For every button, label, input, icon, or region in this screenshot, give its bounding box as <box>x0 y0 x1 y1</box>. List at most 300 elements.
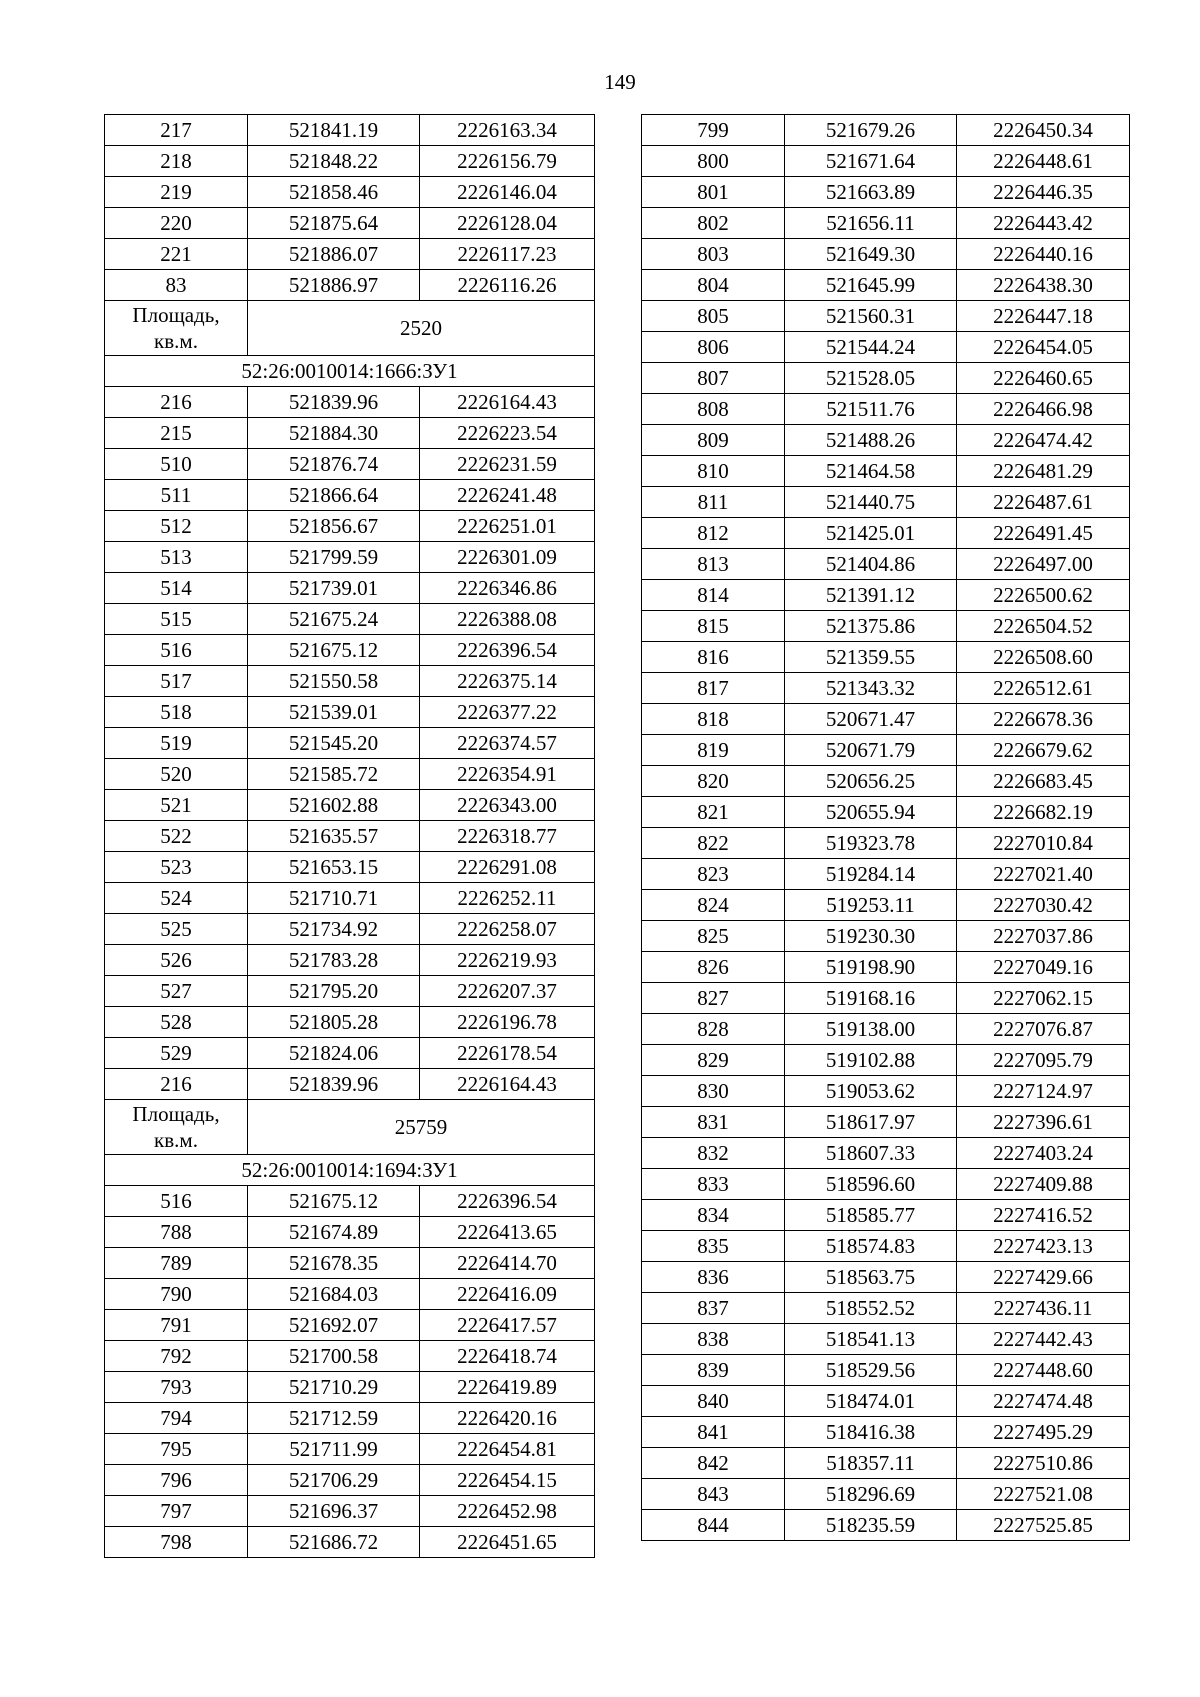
y-coordinate-cell: 2226454.15 <box>420 1465 595 1496</box>
table-row <box>105 759 595 790</box>
point-number-cell: 830 <box>642 1076 785 1107</box>
y-coordinate-cell: 2226354.91 <box>420 759 595 790</box>
point-number-cell: 807 <box>642 363 785 394</box>
x-coordinate-cell: 521700.58 <box>248 1341 420 1372</box>
table-row <box>105 1341 595 1372</box>
table-row <box>642 1262 1130 1293</box>
y-coordinate-cell: 2226446.35 <box>957 177 1130 208</box>
x-coordinate-cell: 521839.96 <box>248 387 420 418</box>
table-row <box>105 635 595 666</box>
x-coordinate-cell: 518617.97 <box>785 1107 957 1138</box>
coordinates-table-right <box>641 114 1130 1541</box>
point-number-cell: 826 <box>642 952 785 983</box>
table-row <box>105 418 595 449</box>
y-coordinate-cell: 2227396.61 <box>957 1107 1130 1138</box>
y-coordinate-cell: 2227049.16 <box>957 952 1130 983</box>
table-row <box>642 146 1130 177</box>
y-coordinate-cell: 2226474.42 <box>957 425 1130 456</box>
table-row <box>105 270 595 301</box>
y-coordinate-cell: 2227429.66 <box>957 1262 1130 1293</box>
table-row <box>642 301 1130 332</box>
x-coordinate-cell: 521653.15 <box>248 852 420 883</box>
table-row <box>105 666 595 697</box>
y-coordinate-cell: 2226258.07 <box>420 914 595 945</box>
table-row <box>642 487 1130 518</box>
y-coordinate-cell: 2227403.24 <box>957 1138 1130 1169</box>
x-coordinate-cell: 518357.11 <box>785 1448 957 1479</box>
x-coordinate-cell: 521686.72 <box>248 1527 420 1558</box>
point-number-cell: 789 <box>105 1248 248 1279</box>
point-number-cell: 825 <box>642 921 785 952</box>
table-row <box>642 1355 1130 1386</box>
point-number-cell: 519 <box>105 728 248 759</box>
point-number-cell: 813 <box>642 549 785 580</box>
x-coordinate-cell: 518607.33 <box>785 1138 957 1169</box>
table-row <box>642 1076 1130 1107</box>
x-coordinate-cell: 521488.26 <box>785 425 957 456</box>
table-row <box>642 177 1130 208</box>
x-coordinate-cell: 521343.32 <box>785 673 957 704</box>
table-row <box>105 945 595 976</box>
point-number-cell: 808 <box>642 394 785 425</box>
table-row <box>105 1496 595 1527</box>
x-coordinate-cell: 521602.88 <box>248 790 420 821</box>
point-number-cell: 791 <box>105 1310 248 1341</box>
table-row <box>642 1479 1130 1510</box>
point-number-cell: 220 <box>105 208 248 239</box>
y-coordinate-cell: 2226346.86 <box>420 573 595 604</box>
x-coordinate-cell: 519138.00 <box>785 1014 957 1045</box>
y-coordinate-cell: 2226512.61 <box>957 673 1130 704</box>
table-row <box>642 1200 1130 1231</box>
y-coordinate-cell: 2226504.52 <box>957 611 1130 642</box>
y-coordinate-cell: 2226396.54 <box>420 1186 595 1217</box>
y-coordinate-cell: 2226164.43 <box>420 387 595 418</box>
table-row <box>105 1465 595 1496</box>
table-row <box>105 115 595 146</box>
point-number-cell: 815 <box>642 611 785 642</box>
table-row <box>105 387 595 418</box>
point-number-cell: 828 <box>642 1014 785 1045</box>
y-coordinate-cell: 2226454.05 <box>957 332 1130 363</box>
area-label-cell: Площадь, кв.м. <box>105 301 248 356</box>
x-coordinate-cell: 520656.25 <box>785 766 957 797</box>
point-number-cell: 816 <box>642 642 785 673</box>
x-coordinate-cell: 521425.01 <box>785 518 957 549</box>
point-number-cell: 801 <box>642 177 785 208</box>
y-coordinate-cell: 2226377.22 <box>420 697 595 728</box>
x-coordinate-cell: 521841.19 <box>248 115 420 146</box>
table-row <box>642 735 1130 766</box>
table-row <box>642 890 1130 921</box>
y-coordinate-cell: 2226301.09 <box>420 542 595 573</box>
point-number-cell: 795 <box>105 1434 248 1465</box>
x-coordinate-cell: 521674.89 <box>248 1217 420 1248</box>
y-coordinate-cell: 2227436.11 <box>957 1293 1130 1324</box>
table-row <box>105 914 595 945</box>
table-row <box>105 1217 595 1248</box>
x-coordinate-cell: 521824.06 <box>248 1038 420 1069</box>
cadastral-number-row <box>105 1155 595 1186</box>
y-coordinate-cell: 2226440.16 <box>957 239 1130 270</box>
x-coordinate-cell: 521550.58 <box>248 666 420 697</box>
x-coordinate-cell: 521712.59 <box>248 1403 420 1434</box>
x-coordinate-cell: 521684.03 <box>248 1279 420 1310</box>
point-number-cell: 510 <box>105 449 248 480</box>
table-row <box>642 983 1130 1014</box>
table-row <box>642 1045 1130 1076</box>
point-number-cell: 840 <box>642 1386 785 1417</box>
table-row <box>105 1069 595 1100</box>
point-number-cell: 524 <box>105 883 248 914</box>
point-number-cell: 217 <box>105 115 248 146</box>
x-coordinate-cell: 518529.56 <box>785 1355 957 1386</box>
table-row <box>105 1248 595 1279</box>
table-row <box>642 580 1130 611</box>
table-row <box>642 859 1130 890</box>
y-coordinate-cell: 2226678.36 <box>957 704 1130 735</box>
y-coordinate-cell: 2226682.19 <box>957 797 1130 828</box>
y-coordinate-cell: 2226251.01 <box>420 511 595 542</box>
point-number-cell: 528 <box>105 1007 248 1038</box>
x-coordinate-cell: 518235.59 <box>785 1510 957 1541</box>
y-coordinate-cell: 2226374.57 <box>420 728 595 759</box>
x-coordinate-cell: 521795.20 <box>248 976 420 1007</box>
table-row <box>642 115 1130 146</box>
table-row <box>642 1293 1130 1324</box>
table-row <box>105 208 595 239</box>
y-coordinate-cell: 2226252.11 <box>420 883 595 914</box>
point-number-cell: 513 <box>105 542 248 573</box>
area-value-cell: 2520 <box>248 301 595 356</box>
y-coordinate-cell: 2227448.60 <box>957 1355 1130 1386</box>
table-row <box>105 1038 595 1069</box>
area-row <box>105 1100 595 1155</box>
table-row <box>105 1310 595 1341</box>
x-coordinate-cell: 520671.79 <box>785 735 957 766</box>
x-coordinate-cell: 518474.01 <box>785 1386 957 1417</box>
y-coordinate-cell: 2227095.79 <box>957 1045 1130 1076</box>
table-row <box>642 549 1130 580</box>
point-number-cell: 834 <box>642 1200 785 1231</box>
y-coordinate-cell: 2226196.78 <box>420 1007 595 1038</box>
x-coordinate-cell: 521663.89 <box>785 177 957 208</box>
table-row <box>642 1014 1130 1045</box>
point-number-cell: 810 <box>642 456 785 487</box>
x-coordinate-cell: 520655.94 <box>785 797 957 828</box>
x-coordinate-cell: 518416.38 <box>785 1417 957 1448</box>
table-row <box>105 728 595 759</box>
point-number-cell: 792 <box>105 1341 248 1372</box>
x-coordinate-cell: 521675.24 <box>248 604 420 635</box>
point-number-cell: 809 <box>642 425 785 456</box>
x-coordinate-cell: 521886.97 <box>248 270 420 301</box>
table-row <box>642 1417 1130 1448</box>
x-coordinate-cell: 521391.12 <box>785 580 957 611</box>
y-coordinate-cell: 2226146.04 <box>420 177 595 208</box>
x-coordinate-cell: 521678.35 <box>248 1248 420 1279</box>
x-coordinate-cell: 521706.29 <box>248 1465 420 1496</box>
y-coordinate-cell: 2226414.70 <box>420 1248 595 1279</box>
y-coordinate-cell: 2226416.09 <box>420 1279 595 1310</box>
y-coordinate-cell: 2227021.40 <box>957 859 1130 890</box>
x-coordinate-cell: 521875.64 <box>248 208 420 239</box>
point-number-cell: 837 <box>642 1293 785 1324</box>
table-row <box>105 1527 595 1558</box>
y-coordinate-cell: 2226163.34 <box>420 115 595 146</box>
table-row <box>642 704 1130 735</box>
point-number-cell: 511 <box>105 480 248 511</box>
x-coordinate-cell: 521675.12 <box>248 635 420 666</box>
point-number-cell: 516 <box>105 635 248 666</box>
y-coordinate-cell: 2227076.87 <box>957 1014 1130 1045</box>
x-coordinate-cell: 519230.30 <box>785 921 957 952</box>
table-row <box>642 270 1130 301</box>
table-row <box>105 976 595 1007</box>
point-number-cell: 800 <box>642 146 785 177</box>
x-coordinate-cell: 519102.88 <box>785 1045 957 1076</box>
table-row <box>105 852 595 883</box>
table-row <box>642 1231 1130 1262</box>
x-coordinate-cell: 521679.26 <box>785 115 957 146</box>
y-coordinate-cell: 2226438.30 <box>957 270 1130 301</box>
y-coordinate-cell: 2226487.61 <box>957 487 1130 518</box>
table-row <box>642 1324 1130 1355</box>
point-number-cell: 817 <box>642 673 785 704</box>
x-coordinate-cell: 521696.37 <box>248 1496 420 1527</box>
point-number-cell: 811 <box>642 487 785 518</box>
table-row <box>642 828 1130 859</box>
x-coordinate-cell: 521528.05 <box>785 363 957 394</box>
point-number-cell: 841 <box>642 1417 785 1448</box>
table-row <box>105 146 595 177</box>
point-number-cell: 798 <box>105 1527 248 1558</box>
point-number-cell: 835 <box>642 1231 785 1262</box>
x-coordinate-cell: 521404.86 <box>785 549 957 580</box>
y-coordinate-cell: 2227423.13 <box>957 1231 1130 1262</box>
table-row <box>642 1386 1130 1417</box>
y-coordinate-cell: 2226500.62 <box>957 580 1130 611</box>
y-coordinate-cell: 2227495.29 <box>957 1417 1130 1448</box>
table-row <box>105 697 595 728</box>
point-number-cell: 516 <box>105 1186 248 1217</box>
point-number-cell: 520 <box>105 759 248 790</box>
y-coordinate-cell: 2226417.57 <box>420 1310 595 1341</box>
point-number-cell: 818 <box>642 704 785 735</box>
table-row <box>105 883 595 914</box>
table-row <box>105 1372 595 1403</box>
point-number-cell: 836 <box>642 1262 785 1293</box>
x-coordinate-cell: 521671.64 <box>785 146 957 177</box>
y-coordinate-cell: 2227010.84 <box>957 828 1130 859</box>
y-coordinate-cell: 2226375.14 <box>420 666 595 697</box>
y-coordinate-cell: 2226117.23 <box>420 239 595 270</box>
x-coordinate-cell: 521783.28 <box>248 945 420 976</box>
y-coordinate-cell: 2226241.48 <box>420 480 595 511</box>
y-coordinate-cell: 2227525.85 <box>957 1510 1130 1541</box>
x-coordinate-cell: 521560.31 <box>785 301 957 332</box>
y-coordinate-cell: 2226481.29 <box>957 456 1130 487</box>
point-number-cell: 820 <box>642 766 785 797</box>
x-coordinate-cell: 521799.59 <box>248 542 420 573</box>
point-number-cell: 804 <box>642 270 785 301</box>
y-coordinate-cell: 2226451.65 <box>420 1527 595 1558</box>
y-coordinate-cell: 2226156.79 <box>420 146 595 177</box>
point-number-cell: 821 <box>642 797 785 828</box>
x-coordinate-cell: 521440.75 <box>785 487 957 518</box>
y-coordinate-cell: 2227062.15 <box>957 983 1130 1014</box>
x-coordinate-cell: 519323.78 <box>785 828 957 859</box>
point-number-cell: 829 <box>642 1045 785 1076</box>
y-coordinate-cell: 2227030.42 <box>957 890 1130 921</box>
y-coordinate-cell: 2226443.42 <box>957 208 1130 239</box>
table-row <box>105 1186 595 1217</box>
table-row <box>105 542 595 573</box>
point-number-cell: 796 <box>105 1465 248 1496</box>
cadastral-number-cell: 52:26:0010014:1694:ЗУ1 <box>105 1155 595 1186</box>
point-number-cell: 803 <box>642 239 785 270</box>
y-coordinate-cell: 2227510.86 <box>957 1448 1130 1479</box>
point-number-cell: 806 <box>642 332 785 363</box>
x-coordinate-cell: 518541.13 <box>785 1324 957 1355</box>
x-coordinate-cell: 519053.62 <box>785 1076 957 1107</box>
x-coordinate-cell: 518585.77 <box>785 1200 957 1231</box>
table-row <box>642 456 1130 487</box>
point-number-cell: 799 <box>642 115 785 146</box>
x-coordinate-cell: 521649.30 <box>785 239 957 270</box>
table-row <box>105 821 595 852</box>
y-coordinate-cell: 2226454.81 <box>420 1434 595 1465</box>
y-coordinate-cell: 2226128.04 <box>420 208 595 239</box>
y-coordinate-cell: 2226460.65 <box>957 363 1130 394</box>
x-coordinate-cell: 521645.99 <box>785 270 957 301</box>
cadastral-number-cell: 52:26:0010014:1666:ЗУ1 <box>105 356 595 387</box>
x-coordinate-cell: 521739.01 <box>248 573 420 604</box>
point-number-cell: 802 <box>642 208 785 239</box>
table-row <box>105 449 595 480</box>
y-coordinate-cell: 2226683.45 <box>957 766 1130 797</box>
x-coordinate-cell: 521545.20 <box>248 728 420 759</box>
table-row <box>105 1434 595 1465</box>
x-coordinate-cell: 521585.72 <box>248 759 420 790</box>
table-row <box>105 573 595 604</box>
x-coordinate-cell: 521675.12 <box>248 1186 420 1217</box>
table-row <box>105 1007 595 1038</box>
cadastral-number-row <box>105 356 595 387</box>
x-coordinate-cell: 521511.76 <box>785 394 957 425</box>
page-number: 149 <box>604 70 636 94</box>
table-row <box>105 1279 595 1310</box>
table-row <box>105 177 595 208</box>
x-coordinate-cell: 521839.96 <box>248 1069 420 1100</box>
y-coordinate-cell: 2226508.60 <box>957 642 1130 673</box>
y-coordinate-cell: 2226450.34 <box>957 115 1130 146</box>
point-number-cell: 525 <box>105 914 248 945</box>
point-number-cell: 83 <box>105 270 248 301</box>
point-number-cell: 793 <box>105 1372 248 1403</box>
y-coordinate-cell: 2226164.43 <box>420 1069 595 1100</box>
x-coordinate-cell: 521375.86 <box>785 611 957 642</box>
point-number-cell: 814 <box>642 580 785 611</box>
table-row <box>642 797 1130 828</box>
point-number-cell: 529 <box>105 1038 248 1069</box>
table-row <box>642 1448 1130 1479</box>
point-number-cell: 794 <box>105 1403 248 1434</box>
table-row <box>105 604 595 635</box>
table-row <box>642 332 1130 363</box>
x-coordinate-cell: 518296.69 <box>785 1479 957 1510</box>
point-number-cell: 844 <box>642 1510 785 1541</box>
x-coordinate-cell: 518552.52 <box>785 1293 957 1324</box>
point-number-cell: 521 <box>105 790 248 821</box>
table-row <box>105 239 595 270</box>
table-row <box>642 952 1130 983</box>
y-coordinate-cell: 2226447.18 <box>957 301 1130 332</box>
x-coordinate-cell: 521858.46 <box>248 177 420 208</box>
y-coordinate-cell: 2227474.48 <box>957 1386 1130 1417</box>
point-number-cell: 788 <box>105 1217 248 1248</box>
point-number-cell: 832 <box>642 1138 785 1169</box>
area-value-cell: 25759 <box>248 1100 595 1155</box>
table-row <box>105 480 595 511</box>
x-coordinate-cell: 518563.75 <box>785 1262 957 1293</box>
x-coordinate-cell: 521544.24 <box>785 332 957 363</box>
point-number-cell: 842 <box>642 1448 785 1479</box>
x-coordinate-cell: 521711.99 <box>248 1434 420 1465</box>
y-coordinate-cell: 2227521.08 <box>957 1479 1130 1510</box>
table-row <box>642 1138 1130 1169</box>
table-row <box>642 239 1130 270</box>
x-coordinate-cell: 521710.71 <box>248 883 420 914</box>
y-coordinate-cell: 2226413.65 <box>420 1217 595 1248</box>
point-number-cell: 523 <box>105 852 248 883</box>
y-coordinate-cell: 2226679.62 <box>957 735 1130 766</box>
point-number-cell: 517 <box>105 666 248 697</box>
x-coordinate-cell: 521539.01 <box>248 697 420 728</box>
y-coordinate-cell: 2226223.54 <box>420 418 595 449</box>
y-coordinate-cell: 2226207.37 <box>420 976 595 1007</box>
x-coordinate-cell: 519168.16 <box>785 983 957 1014</box>
y-coordinate-cell: 2226219.93 <box>420 945 595 976</box>
point-number-cell: 797 <box>105 1496 248 1527</box>
x-coordinate-cell: 521856.67 <box>248 511 420 542</box>
y-coordinate-cell: 2226418.74 <box>420 1341 595 1372</box>
y-coordinate-cell: 2226231.59 <box>420 449 595 480</box>
point-number-cell: 839 <box>642 1355 785 1386</box>
point-number-cell: 822 <box>642 828 785 859</box>
x-coordinate-cell: 521359.55 <box>785 642 957 673</box>
table-row <box>642 518 1130 549</box>
x-coordinate-cell: 521710.29 <box>248 1372 420 1403</box>
table-row <box>642 673 1130 704</box>
x-coordinate-cell: 519284.14 <box>785 859 957 890</box>
point-number-cell: 512 <box>105 511 248 542</box>
point-number-cell: 827 <box>642 983 785 1014</box>
x-coordinate-cell: 518596.60 <box>785 1169 957 1200</box>
y-coordinate-cell: 2227409.88 <box>957 1169 1130 1200</box>
area-row <box>105 301 595 356</box>
y-coordinate-cell: 2226491.45 <box>957 518 1130 549</box>
table-row <box>105 511 595 542</box>
point-number-cell: 218 <box>105 146 248 177</box>
point-number-cell: 823 <box>642 859 785 890</box>
x-coordinate-cell: 519198.90 <box>785 952 957 983</box>
x-coordinate-cell: 521692.07 <box>248 1310 420 1341</box>
point-number-cell: 790 <box>105 1279 248 1310</box>
table-row <box>105 1403 595 1434</box>
y-coordinate-cell: 2227416.52 <box>957 1200 1130 1231</box>
point-number-cell: 515 <box>105 604 248 635</box>
